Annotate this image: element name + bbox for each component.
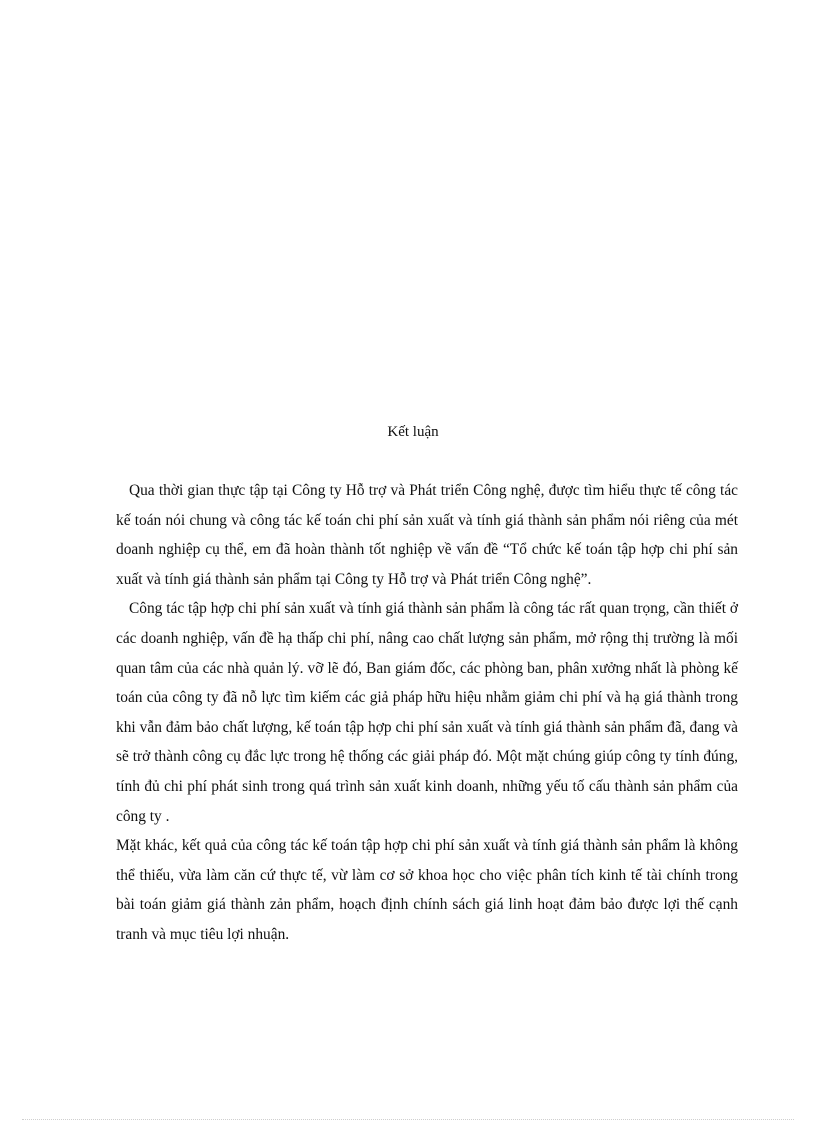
document-body <box>116 476 738 950</box>
page-title: Kết luận <box>387 424 439 440</box>
paragraph-2: Công tác tập hợp chi phí sản xuất và tính giá thành sản phẩm là công tác rất quan trọng, cần thiết ở các doanh nghiệp, vấn đề hạ thấp chi phí, nâng cao chất lượng sản phẩm, mở rộng thị trường là mối quan tâm của các nhà quản lý. vỡ lẽ đó, Ban giám đốc, các phòng ban, phân xưởng nhất là phòng kế toán của công ty đã nỗ lực tìm kiếm các giả pháp hữu hiệu nhằm giảm chi phí và hạ giá thành trong khi vẫn đảm bảo chất lượng, kế toán tập hợp chi phí sản xuất và tính giá thành sản phẩm đã, đang và sẽ trở thành công cụ đắc lực trong hệ thống các giải pháp đó. Một mặt chúng giúp công ty tính đúng, tính đủ chi phí phát sinh trong quá trình sản xuất kinh doanh, những yếu tố cấu thành sản phẩm của công ty . <box>116 600 738 825</box>
paragraph-3: Mặt khác, kết quả của công tác kế toán tập hợp chi phí sản xuất và tính giá thành sản phẩm là không thể thiếu, vừa làm căn cứ thực tế, vừ làm cơ sở khoa học cho việc phân tích kinh tế tài chính trong bài toán giảm giá thành zản phẩm, hoạch định chính sách giá linh hoạt đảm bảo được lợi thế cạnh tranh và mục tiêu lợi nhuận. <box>116 837 738 943</box>
paragraph-1: Qua thời gian thực tập tại Công ty Hỗ trợ và Phát triển Công nghệ, được tìm hiểu thực tế công tác kế toán nói chung và công tác kế toán chi phí sản xuất và tính giá thành sản phẩm nói riêng của mét doanh nghiệp cụ thể, em đã hoàn thành tốt nghiệp về vấn đề “Tổ chức kế toán tập hợp chi phí sản xuất và tính giá thành sản phẩm tại Công ty Hỗ trợ và Phát triển Công nghệ”. <box>116 482 738 588</box>
page-bottom-divider <box>22 1119 794 1120</box>
